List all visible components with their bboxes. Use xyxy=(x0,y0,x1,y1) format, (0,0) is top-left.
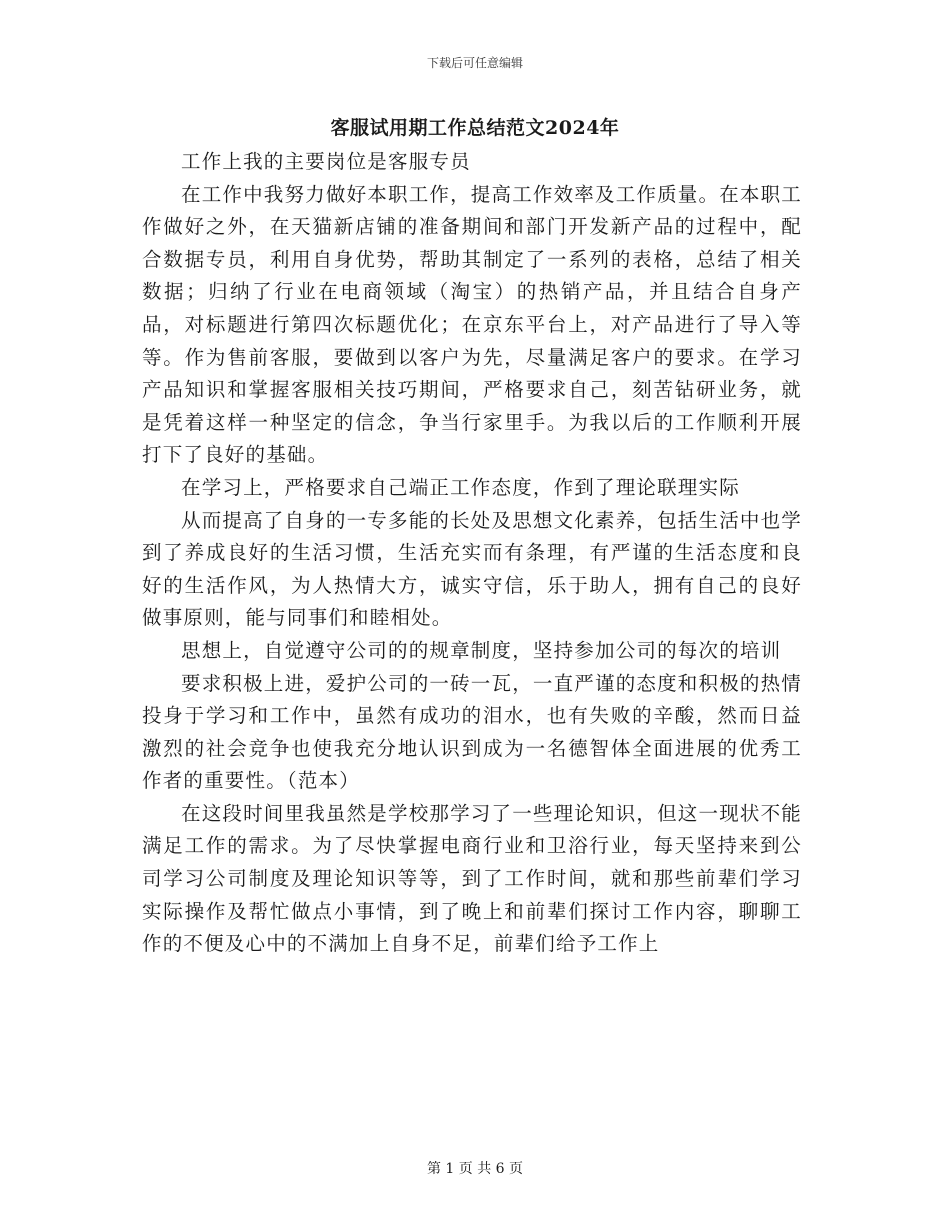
paragraph: 在学习上，严格要求自己端正工作态度，作到了理论联理实际 xyxy=(181,475,740,499)
paragraph: 在工作中我努力做好本职工作，提高工作效率及工作质量。在本职工作做好之外，在天猫新店铺的准备期间和部门开发新产品的过程中，配合数据专员，利用自身优势，帮助其制定了一系列的表格，总结了相关数据；归纳了行业在电商领域（淘宝）的热销产品，并且结合自身产品，对标题进行第四次标题优化；在京东平台上，对产品进行了导入等等。作为售前客服，要做到以客户为先，尽量满足客户的要求。在学习产品知识和掌握客服相关技巧期间，严格要求自己，刻苦钻研业务，就是凭着这样一种坚定的信念，争当行家里手。为我以后的工作顺利开展打下了良好的基础。 xyxy=(142,182,803,467)
document-title: 客服试用期工作总结范文2024年 xyxy=(330,117,620,139)
paragraph: 要求积极上进，爱护公司的一砖一瓦，一直严谨的态度和积极的热情投身于学习和工作中，虽然有成功的泪水，也有失败的辛酸，然而日益激烈的社会竞争也使我充分地认识到成为一名德智体全面进展的优秀工作者的重要性。（范本） xyxy=(142,671,803,793)
page-header-note: 下载后可任意编辑 xyxy=(426,56,523,70)
paragraph: 思想上，自觉遵守公司的的规章制度，坚持参加公司的每次的培训 xyxy=(181,638,782,662)
paragraph: 在这段时间里我虽然是学校那学习了一些理论知识，但这一现状不能满足工作的需求。为了尽快掌握电商行业和卫浴行业，每天坚持来到公司学习公司制度及理论知识等等，到了工作时间，就和那些前辈们学习实际操作及帮忙做点小事情，到了晚上和前辈们探讨工作内容，聊聊工作的不便及心中的不满加上自身不足，前辈们给予工作上 xyxy=(142,801,803,956)
paragraph: 工作上我的主要岗位是客服专员 xyxy=(181,150,471,173)
page-footer-number: 第 1 页 共 6 页 xyxy=(426,1161,524,1177)
paragraph: 从而提高了自身的一专多能的长处及思想文化素养，包括生活中也学到了养成良好的生活习惯，生活充实而有条理，有严谨的生活态度和良好的生活作风，为人热情大方，诚实守信，乐于助人，拥有自己的良好做事原则，能与同事们和睦相处。 xyxy=(142,508,803,630)
document-body xyxy=(142,146,802,961)
